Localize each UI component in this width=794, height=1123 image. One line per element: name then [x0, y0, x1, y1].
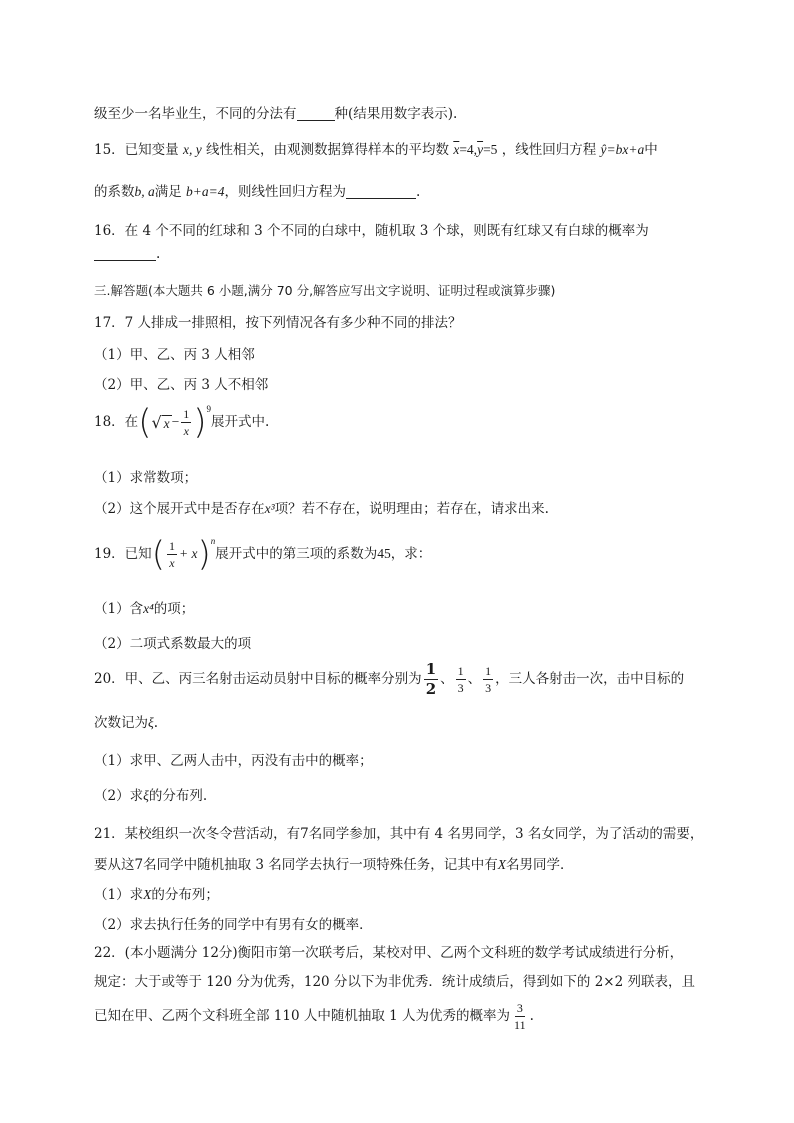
q15-condition: b+a=4: [186, 184, 225, 199]
q14-answer-blank[interactable]: [297, 107, 335, 121]
q20-prob-2-num: 1: [457, 664, 464, 678]
q21-p1-x: X: [143, 887, 152, 902]
q19-plus-x: + x: [178, 546, 198, 561]
q15-text-b: ，线性回归方程: [501, 142, 597, 158]
q19-part-1: [94, 597, 194, 617]
q22-line-2: [94, 970, 695, 990]
q15-xbar: $\overline{x}$: [453, 142, 460, 157]
q17-part-1: [94, 343, 255, 363]
q20-stem-line-2: [94, 711, 158, 731]
q20-p2-xi: ξ: [143, 788, 149, 803]
q18-sqrt: [151, 413, 171, 432]
q18-frac-den: x: [183, 424, 189, 438]
q15-ybar: $\overline{y}$: [477, 142, 484, 157]
q15-number: 15．已知变量: [94, 142, 179, 158]
q19-coef: 45: [377, 546, 391, 561]
q19-right-paren: ): [197, 534, 211, 575]
q17-stem: [94, 311, 462, 331]
q16-text: 16．在 4 个不同的红球和 3 个不同的白球中，随机取 3 个球，则既有红球又有白球的概率为: [94, 223, 649, 239]
q20-prob-3-num: 1: [485, 664, 492, 678]
q16-line-1: [94, 219, 649, 239]
q14-tail-line: [94, 102, 457, 122]
q15-regression-eq: ŷ=bx+a: [600, 142, 645, 157]
q18-power: 9: [206, 404, 212, 414]
q19-number: 19．已知: [94, 546, 152, 562]
q20-p2-text-b: 的分布列.: [148, 788, 208, 804]
q14-text-a: 级至少一名毕业生，不同的分法有: [94, 106, 297, 122]
q19-power: n: [210, 536, 216, 546]
q21-p1-text-a: （1）求: [94, 887, 144, 903]
q20-prob-3: [483, 665, 493, 694]
q20-prob-1-den: 2: [425, 680, 437, 698]
q15-text-a: 线性相关，由观测数据算得样本的平均数: [206, 142, 450, 158]
q21-stem-line-2: [94, 853, 574, 873]
q16-line-2: [94, 246, 160, 262]
q14-text-b: 种(结果用数字表示).: [334, 106, 458, 122]
q21-stem: [94, 822, 703, 842]
q20-prob-2: [456, 665, 466, 694]
q18-p2-text-a: （2）这个展开式中是否存在: [94, 501, 265, 517]
q18-frac-num: 1: [183, 407, 190, 421]
q18-p1-text: （1）求常数项；: [94, 470, 198, 486]
q18-left-paren: (: [138, 402, 152, 443]
q20-xi: ξ: [148, 715, 154, 730]
q18-part-1: [94, 466, 197, 486]
q18-number: 18．在: [94, 414, 139, 430]
q22-prob-num: 3: [516, 1001, 523, 1015]
q18-p2-term: x³: [264, 501, 275, 516]
q22-line1-text: 22．(本小题满分 12分)衡阳市第一次联考后，某校对甲、乙两个文科班的数学考试成绩进行分析，: [94, 945, 684, 961]
sqrt-icon: √: [151, 413, 162, 432]
q15-text-c: 中: [644, 142, 658, 158]
q18-stem: [94, 402, 270, 443]
q18-minus: −: [171, 414, 180, 429]
q16-answer-blank[interactable]: [94, 247, 156, 261]
q18-right-paren: ): [193, 402, 207, 443]
q20-prob-1: [424, 662, 438, 697]
q20-sep-2: 、: [467, 671, 482, 687]
q19-text: 展开式中的第三项的系数为: [215, 546, 378, 562]
q19-p1-term: x⁴: [143, 601, 154, 616]
q19-part-2: [94, 632, 251, 652]
q15-line2-a: 的系数: [94, 184, 135, 200]
q20-text-a: 20．甲、乙、丙三名射击运动员射中目标的概率分别为: [94, 671, 422, 687]
q15-vars: x, y: [182, 142, 202, 157]
q21-p2-text: （2）求去执行任务的同学中有男有女的概率．: [94, 917, 373, 933]
q22-line3-text: 已知在甲、乙两个文科班全部 110 人中随机抽取 1 人为优秀的概率为: [94, 1008, 511, 1024]
q15-coef: b, a: [134, 184, 155, 199]
q19-stem: [94, 534, 432, 575]
q17-text: 17．7 人排成一排照相，按下列情况各有多少种不同的排法？: [94, 315, 462, 331]
q21-line2-text-a: 要从这7名同学中随机抽取 3 名同学去执行一项特殊任务，记其中有: [94, 857, 498, 873]
q21-x: X: [497, 857, 507, 872]
q21-p1-text-b: 的分布列；: [151, 887, 219, 903]
q20-text-b: ，三人各射击一次，击中目标的: [495, 671, 685, 687]
q19-p1-text-b: 的项；: [153, 601, 195, 617]
q15-xbar-val: =4,: [459, 142, 478, 157]
q18-text: 展开式中.: [211, 414, 270, 430]
q22-prob-den: 11: [514, 1018, 526, 1032]
q19-left-paren: (: [151, 534, 165, 575]
q19-frac-num: 1: [168, 539, 175, 553]
q20-stem: [94, 662, 684, 697]
q15-line2-b: 满足: [154, 184, 182, 200]
q19-text-b: ，求：: [390, 546, 432, 562]
section-3-title: 三.解答题(本大题共 6 小题,满分 70 分,解答应写出文字说明、证明过程或演算步骤): [94, 283, 556, 298]
section-3-heading: [94, 281, 555, 299]
q17-p2-text: （2）甲、乙、丙 3 人不相邻: [94, 377, 269, 393]
q18-fraction: [181, 408, 191, 437]
q20-prob-1-num: 1: [425, 660, 437, 678]
q21-line2-text-b: 名男同学．: [506, 857, 574, 873]
q20-part-1: [94, 749, 373, 769]
q15-line-1: [94, 138, 658, 158]
q15-line2-end: .: [416, 184, 421, 200]
q19-p2-text: （2）二项式系数最大的项: [94, 636, 252, 652]
q22-end: .: [529, 1008, 534, 1024]
q19-fraction: [167, 540, 177, 569]
q17-part-2: [94, 373, 268, 393]
q22-probability: [512, 1002, 528, 1031]
q21-part-2: [94, 913, 373, 933]
q18-p2-text-b: 项？若不存在，说明理由；若存在，请求出来.: [274, 501, 549, 517]
q16-end: .: [156, 246, 161, 262]
q20-part-2: [94, 784, 207, 804]
q20-line2-text: 次数记为: [94, 715, 148, 731]
q18-sqrt-arg: x: [163, 416, 170, 431]
q19-p1-text-a: （1）含: [94, 601, 144, 617]
q21-part-1: [94, 883, 219, 903]
q20-sep-1: 、: [440, 671, 454, 687]
q22-line-1: [94, 941, 683, 961]
q15-line2-c: ，则线性回归方程为: [224, 184, 347, 200]
q20-line2-end: .: [153, 715, 159, 731]
q22-line2-text: 规定：大于或等于 120 分为优秀，120 分以下为非优秀．统计成绩后，得到如下的 2×2 列联表，且: [94, 974, 695, 990]
q15-line-2: [94, 180, 420, 200]
q18-part-2: [94, 497, 549, 517]
q20-prob-2-den: 3: [457, 681, 464, 695]
q15-answer-blank[interactable]: [346, 185, 416, 199]
q20-p1-text: （1）求甲、乙两人击中，丙没有击中的概率；: [94, 753, 373, 769]
q20-prob-3-den: 3: [485, 681, 492, 695]
q17-p1-text: （1）甲、乙、丙 3 人相邻: [94, 347, 255, 363]
q22-line-3: [94, 1002, 534, 1031]
q19-frac-den: x: [169, 556, 175, 570]
q21-line1-text: 21．某校组织一次冬令营活动，有7名同学参加，其中有 4 名男同学，3 名女同学，为了活动的需要，: [94, 826, 704, 842]
q15-ybar-val: =5: [483, 142, 498, 157]
q20-p2-text-a: （2）求: [94, 788, 144, 804]
